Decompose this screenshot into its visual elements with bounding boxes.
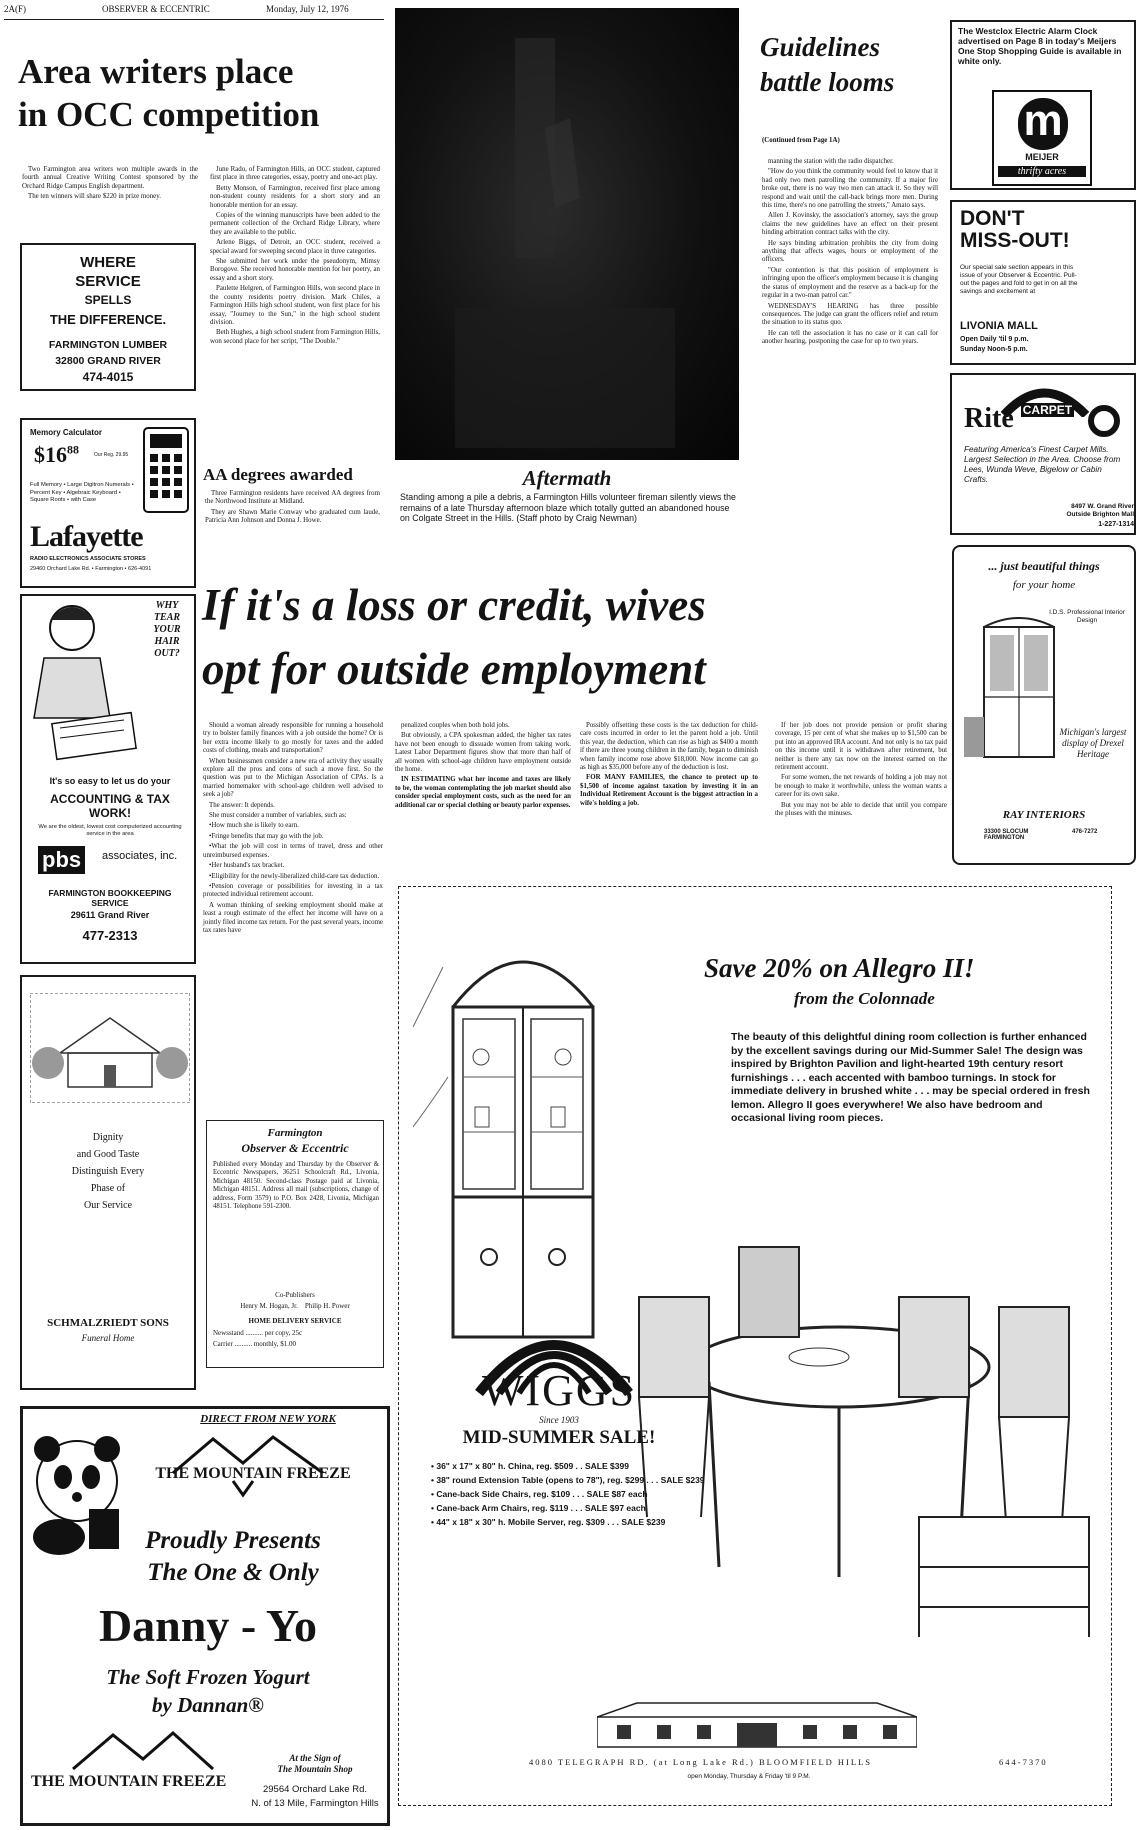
- pbs-phone: 477-2313: [82, 928, 138, 943]
- photo-texture: [395, 8, 739, 460]
- pbs-question: [138, 600, 196, 660]
- schm-name: SCHMALZRIEDT SONS: [47, 1317, 169, 1329]
- funeral-home-illustration: [30, 993, 190, 1103]
- rite-phone: 1-227-1314: [1098, 521, 1134, 528]
- main-headline-line2: opt for outside employment: [202, 644, 706, 694]
- schm-line: Our Service: [83, 1200, 133, 1211]
- occ-paragraph: The ten winners will share $220 in prize money.: [28, 193, 161, 201]
- schm-line: Dignity: [92, 1132, 124, 1143]
- lafayette-sub: RADIO ELECTRONICS ASSOCIATE STORES: [30, 556, 146, 562]
- occ-headline: [18, 50, 388, 136]
- sale-item: • 44" x 18" x 30" h. Mobile Server, reg. $309 . . . SALE $239: [431, 1517, 666, 1527]
- wiggs-logo: WIGGS: [481, 1366, 637, 1415]
- occ-column-1: [22, 166, 198, 204]
- main-paragraph: If her job does not provide pension or profit sharing coverage, 15 per cent of what she makes up to $1,500 can be put into an approved IRA account. And not only is no tax paid on this income until it is withdrawn after retirement, but neither is there any tax now on the interest earned on the retirement account.: [775, 722, 947, 772]
- occ-paragraph: She submitted her work under the pseudonym, Mimsy Borogove. She received honorable mention for her poetry, an essay and a short story.: [210, 258, 380, 282]
- meijer-text: The Westclox Electric Alarm Clock advertised on Page 8 in today's Meijers One Stop Shopping Guide is available in white only.: [958, 26, 1122, 66]
- sale-item: • Cane-back Arm Chairs, reg. $119 . . . SALE $97 each: [431, 1503, 646, 1513]
- occ-column-2: [210, 166, 380, 348]
- sale-item: • Cane-back Side Chairs, reg. $109 . . . SALE $87 each: [431, 1489, 648, 1499]
- price-dollars: $16: [34, 442, 67, 467]
- wiggs-address: 4080 TELEGRAPH RD. (at Long Lake Rd.) BLOOMFIELD HILLS: [529, 1757, 872, 1767]
- occ-headline-line1: Area writers place: [18, 52, 294, 91]
- ray-line4: Michigan's largest display of Drexel Heritage: [1059, 727, 1127, 759]
- main-paragraph: •What the job will cost in terms of travel, dress and other unreimbursed expenses.: [203, 843, 383, 859]
- news-photo: [395, 8, 739, 460]
- meijer-tag: thrifty acres: [998, 166, 1086, 177]
- guide-paragraph: He can tell the association it has no case or it can call for another hearing, postponing the case for up to two years.: [762, 329, 938, 346]
- header-rule: [4, 19, 384, 20]
- pbs-address: 29611 Grand River: [70, 910, 150, 920]
- frustrated-man-illustration: [24, 598, 144, 768]
- occ-paragraph: Two Farmington area writers won multiple awards in the fourth annual Creative Writing Contest sponsored by the Orchard Ridge Campus English department.: [22, 166, 198, 190]
- page-folio: [4, 4, 374, 18]
- main-paragraph: FOR MANY FAMILIES, the chance to protect up to $1,500 of income against taxation by investing it in an Individual Retirement Account is the biggest attraction in a wife's holding a job.: [580, 774, 758, 807]
- mall-hours-2: Sunday Noon-5 p.m.: [960, 346, 1028, 353]
- lumber-slogan-line: SPELLS: [84, 293, 132, 307]
- pbs-line3: We are the oldest, lowest cost computerized accounting service in the area: [38, 824, 182, 837]
- freeze-sign-line: The Mountain Shop: [277, 1764, 353, 1774]
- main-paragraph: She must consider a number of variables, such as:: [209, 812, 347, 820]
- freeze-one-only: The One & Only: [147, 1559, 319, 1586]
- freeze-address-line: 29564 Orchard Lake Rd.: [262, 1784, 368, 1795]
- lafayette-features: Full Memory • Large Digitron Numerals • Percent Key • Algebraic Keyboard • Square Roots • with Case: [30, 482, 134, 504]
- lumber-ad: [20, 243, 196, 391]
- sale-item-text: 36" x 17" x 80" h. China, reg. $509 . . SALE $399: [436, 1461, 629, 1471]
- photo-caption-title: Aftermath: [522, 466, 612, 490]
- lumber-phone: 474-4015: [82, 370, 134, 384]
- lafayette-price: [34, 442, 79, 468]
- issue-date: Monday, July 12, 1976: [266, 4, 349, 14]
- lafayette-title: Memory Calculator: [30, 428, 103, 437]
- main-paragraph: For some women, the net rewards of holding a job may not be enough to make it worthwhile, unless the woman wants a career for its own sake.: [775, 774, 947, 799]
- lumber-address: 32800 GRAND RIVER: [55, 355, 161, 367]
- rite-carpet-ad: [950, 373, 1136, 535]
- masthead-newsstand: Newsstand .......... per copy, 25c: [213, 1329, 303, 1337]
- rite-logo-carpet: CARPET: [1022, 403, 1073, 417]
- calculator-icon: [142, 426, 192, 516]
- mountain-freeze-ad: [20, 1406, 390, 1826]
- dontmiss-title-line2: MISS-OUT!: [960, 229, 1070, 252]
- wiggs-items: [431, 1459, 831, 1529]
- main-column-4: [775, 722, 947, 820]
- ray-line3: I.D.S. Professional Interior Design: [1049, 609, 1125, 624]
- pbs-q-line: OUT?: [154, 648, 180, 659]
- dontmiss-title-line1: DON'T: [960, 207, 1025, 230]
- pbs-name: FARMINGTON BOOKKEEPING SERVICE: [48, 888, 172, 908]
- pbs-q-line: HAIR: [154, 636, 180, 647]
- main-paragraph: But you may not be able to decide that until you compare the pluses with the minuses.: [775, 801, 947, 818]
- freeze-address-line: N. of 13 Mile, Farmington Hills: [251, 1798, 379, 1809]
- freeze-brand-top: THE MOUNTAIN FREEZE: [155, 1465, 351, 1482]
- guide-continued: (Continued from Page 1A): [762, 137, 840, 144]
- schm-sub: Funeral Home: [81, 1333, 135, 1343]
- guide-paragraph: Allen J. Kovinsky, the association's attorney, says the group claims the new guidelines have an effect on their present binding arbitration contract talks with the city.: [762, 212, 938, 237]
- pbs-line2: ACCOUNTING & TAX WORK!: [50, 792, 170, 820]
- main-paragraph: A woman thinking of seeking employment should make at least a rough estimate of the effect her income will have on a jointly filed income tax return. For the past several years, income tax rates have: [203, 901, 383, 934]
- paper-name: OBSERVER & ECCENTRIC: [102, 4, 210, 14]
- lafayette-address: 29460 Orchard Lake Rd. • Farmington • 626-4091: [30, 566, 152, 572]
- main-headline-line1: If it's a loss or credit, wives: [202, 580, 706, 630]
- pbs-q-line: YOUR: [153, 624, 181, 635]
- guide-paragraph: He says binding arbitration prohibits the city from doing anything that affects wages, hours or employment of the officers.: [762, 239, 938, 264]
- pbs-q-line: WHY: [155, 600, 179, 611]
- sale-item-text: Cane-back Arm Chairs, reg. $119 . . . SALE $97 each: [436, 1503, 646, 1513]
- freeze-danny-yo: Danny - Yo: [98, 1600, 318, 1651]
- freeze-dannan: by Dannan®: [152, 1693, 264, 1717]
- mountain-logo-bottom-icon: [63, 1729, 223, 1779]
- ray-phone: 476-7272: [1072, 829, 1098, 835]
- lafayette-logo: Lafayette: [30, 520, 143, 553]
- masthead-box: [206, 1120, 384, 1368]
- main-column-2: [395, 722, 571, 812]
- freeze-soft: The Soft Frozen Yogurt: [106, 1665, 310, 1689]
- lumber-slogan-line: SERVICE: [75, 273, 141, 290]
- wiggs-body: The beauty of this delightful dining room collection is further enhanced by the excellent savings during our Mid-Summer Sale! The design was inspired by Brighton Pavilion and light-hearted 19th century resort furnishings . . . each accented with bamboo turnings. In stock for immediate delivery in brushed white . . . may be special ordered in fresh lemon. Allegro II goes everywhere! We also have bedroom and occasional living room pieces.: [731, 1031, 1090, 1124]
- ray-address: 33300 SLOCUM FARMINGTON: [984, 829, 1029, 841]
- guide-paragraph: manning the station with the radio dispatcher.: [768, 158, 894, 165]
- main-paragraph: IN ESTIMATING what her income and taxes are likely to be, the woman contemplating the job market should also consider special employment costs, such as the need for an additional car or special clothing or beauty parlor expenses.: [395, 776, 571, 809]
- lafayette-ad: [20, 418, 196, 588]
- main-paragraph: When businessmen consider a new era of activity they usually explore all the pros and cons of such a move first. So the question was put to the Michigan Association of CPAs. Is a married homemaker with school-age children well advised to seek a job?: [203, 757, 383, 799]
- guide-headline: [760, 30, 945, 100]
- guide-headline-line1: Guidelines: [760, 32, 881, 62]
- freeze-address: [245, 1783, 385, 1811]
- dontmiss-title: [960, 208, 1070, 252]
- freeze-sign-line: At the Sign of: [289, 1753, 341, 1763]
- freeze-brand-bottom: THE MOUNTAIN FREEZE: [31, 1773, 227, 1790]
- aa-body: [205, 490, 380, 528]
- schm-line: and Good Taste: [76, 1149, 140, 1160]
- schm-line: Distinguish Every: [71, 1166, 145, 1177]
- pbs-line1: It's so easy to let us do your: [49, 776, 171, 786]
- rite-logo: [964, 403, 1074, 435]
- main-paragraph: •Pension coverage or possibilities for investing in a tax protected individual retirement account.: [203, 882, 383, 899]
- occ-paragraph: Arlene Biggs, of Detroit, an OCC student, received a special award for sweeping second place in three categories.: [210, 239, 380, 255]
- price-cents: 88: [67, 442, 79, 457]
- guide-paragraph: "Our contention is that this position of employment is infringing upon the officer's employment because it is changing the status of employment and the reserve as a back-up for the regular in a two-man patrol car.": [762, 266, 938, 300]
- occ-paragraph: Betty Monson, of Farmington, received first place among non-student county residents for a short story and an honorable mention for an essay.: [210, 184, 380, 209]
- schm-slogan: [22, 1129, 194, 1214]
- main-paragraph: •How much she is likely to earn.: [209, 822, 299, 830]
- page-number: 2A(F): [4, 4, 26, 14]
- sale-item-text: 38" round Extension Table (opens to 78"), reg. $299 . . . SALE $239: [436, 1475, 705, 1485]
- sale-item-text: Cane-back Side Chairs, reg. $109 . . . SALE $87 each: [436, 1489, 648, 1499]
- meijer-brand: MEIJER: [1025, 152, 1059, 162]
- pbs-q-line: TEAR: [153, 612, 181, 623]
- pbs-associates: associates, inc.: [102, 850, 178, 862]
- main-paragraph: But obviously, a CPA spokesman added, the higher tax rates have not been enough to dissuade women from taking work. Latest Labor Department figures show that more than half of all women with school-age children have employment outside the home.: [395, 732, 571, 774]
- occ-paragraph: Beth Hughes, a high school student from Farmington Hills, won second place for her script, "The Double.": [210, 329, 380, 345]
- freeze-sign: [245, 1753, 385, 1775]
- freeze-top: DIRECT FROM NEW YORK: [200, 1413, 336, 1425]
- main-paragraph: Should a woman already responsible for running a household try to bolster family finances with a job outside the home? Or is her extra income likely to go mostly for taxes and the added costs of clothing, meals and transportation?: [203, 722, 383, 755]
- main-paragraph: •Her husband's tax bracket.: [209, 862, 285, 870]
- rite-logo-word: Rite: [964, 403, 1014, 434]
- masthead-body: Published every Monday and Thursday by the Observer & Eccentric Newspapers, 36251 Schoolcraft Rd., Livonia, Michigan 48150. Second-class Postage paid at Livonia, Michigan 48151. Address all mail (subscriptions, change of address, Form 3579) to P.O. Box 2428, Livonia, Michigan 48151. Telephone 591-2300.: [213, 1161, 379, 1211]
- wiggs-hours: open Monday, Thursday & Friday 'til 9 P.M.: [687, 1773, 811, 1780]
- wiggs-title: Save 20% on Allegro II!: [704, 953, 975, 983]
- wiggs-subtitle: from the Colonnade: [794, 989, 935, 1008]
- occ-paragraph: Copies of the winning manuscripts have been added to the permanent collection of the Orchard Ridge Library, where they are available to the public.: [210, 212, 380, 236]
- wiggs-phone: 644-7370: [999, 1757, 1048, 1767]
- occ-paragraph: Paulette Helgren, of Farmington Hills, won second place in the county residents poetry division. Mark Chiles, a Farmington Hills high school student, won first place for his essay, "Journey to the Sun," in the high school student division.: [210, 285, 380, 326]
- lumber-slogan: [22, 253, 194, 329]
- main-paragraph: •Eligibility for the newly-liberalized child-care tax deduction.: [209, 872, 380, 880]
- main-paragraph: The answer: It depends.: [209, 801, 275, 809]
- lafayette-reg: Our Reg. 29.95: [94, 452, 129, 458]
- dontmiss-body: Our special sale section appears in this issue of your Observer & Eccentric. Pull-out the pages and fold to get in on all the savings and excitement at: [960, 264, 1078, 295]
- mall-hours-1: Open Daily 'til 9 p.m.: [960, 336, 1029, 343]
- main-paragraph: penalized couples when both hold jobs.: [401, 722, 510, 729]
- mall-name: LIVONIA MALL: [960, 320, 1038, 332]
- ray-line1: ... just beautiful things: [988, 559, 1100, 573]
- masthead-delivery: HOME DELIVERY SERVICE: [248, 1317, 342, 1325]
- meijer-m-icon: m: [1018, 98, 1068, 150]
- guide-paragraph: "How do you think the community would feel to know that it had only two men patrolling the community. If a major fire broke out, there is no way two men can attack it. So they will respond and wait until the call-back brings more men. During this time, there's no one patrolling the streets," Amato says.: [762, 168, 938, 210]
- main-paragraph: •Fringe benefits that may go with the job.: [209, 832, 324, 840]
- dontmiss-ad: [950, 200, 1136, 365]
- lumber-slogan-line: THE DIFFERENCE.: [49, 312, 167, 327]
- main-paragraph: Possibly offsetting these costs is the tax deduction for child-care costs incurred in order to let the parent hold a job. Until this year, the deduction, which can rise as high as $400 a month if there are three young children in the family, began to diminish when family income rose above $18,000. Now income can go as high as $35,000 before any of the deduction is lost.: [580, 722, 758, 772]
- sale-item: • 36" x 17" x 80" h. China, reg. $509 . . SALE $399: [431, 1461, 629, 1471]
- ray-interiors-ad: [952, 545, 1136, 865]
- meijer-ad: [950, 20, 1136, 190]
- guide-headline-line2: battle looms: [760, 67, 895, 97]
- rite-ring-icon: [1088, 405, 1120, 437]
- wiggs-since: Since 1903: [539, 1415, 579, 1425]
- lumber-name: FARMINGTON LUMBER: [48, 339, 168, 351]
- masthead-title-2: Observer & Eccentric: [241, 1141, 349, 1155]
- storefront-illustration: [597, 1699, 917, 1749]
- main-column-3: [580, 722, 758, 810]
- wiggs-sale: MID-SUMMER SALE!: [462, 1427, 656, 1448]
- photo-caption: Standing among a pile a debris, a Farmington Hills volunteer fireman silently views the remains of a late Thursday afternoon blaze which totally gutted an abandoned house on Colgate Street in the Hills. (Staff photo by Craig Newman): [400, 492, 736, 524]
- rite-body: Featuring America's Finest Carpet Mills. Largest Selection in the Area. Choose from Lees, Wunda Weve, Bigelow or Cabin Crafts.: [964, 445, 1121, 484]
- masthead-title-1: Farmington: [267, 1127, 323, 1139]
- dining-set-illustration: [619, 1187, 1099, 1647]
- china-cabinet-illustration: [413, 927, 633, 1367]
- aa-paragraph: Three Farmington residents have received AA degrees from the Northwood Institute at Midland.: [205, 490, 380, 506]
- pbs-ad: [20, 594, 196, 964]
- schmalzriedt-ad: [20, 975, 196, 1390]
- guide-paragraph: WEDNESDAY'S HEARING has three possible consequences. The judge can grant the officers relief and return the situation to its status quo.: [762, 302, 938, 327]
- ray-name: RAY INTERIORS: [1002, 809, 1086, 821]
- occ-headline-line2: in OCC competition: [18, 95, 320, 134]
- main-column-1: [203, 722, 383, 937]
- pbs-logo: pbs: [38, 846, 85, 874]
- occ-paragraph: June Rado, of Farmington Hills, an OCC student, captured first place in three categories, essay, poetry and one-act play.: [210, 166, 380, 182]
- wiggs-ad: [398, 886, 1112, 1806]
- sale-item-text: 44" x 18" x 30" h. Mobile Server, reg. $309 . . . SALE $239: [436, 1517, 666, 1527]
- rite-address: 8497 W. Grand River Outside Brighton Mall: [1066, 503, 1134, 518]
- freeze-presents: Proudly Presents: [145, 1527, 321, 1554]
- sale-item: • 38" round Extension Table (opens to 78"), reg. $299 . . . SALE $239: [431, 1475, 705, 1485]
- masthead-publishers: Henry M. Hogan, Jr. Philip H. Power: [240, 1302, 350, 1310]
- aa-headline: AA degrees awarded: [203, 465, 353, 484]
- masthead-carrier: Carrier .......... monthly, $1.00: [213, 1340, 296, 1348]
- lumber-slogan-line: WHERE: [80, 254, 136, 271]
- guide-body: [762, 158, 938, 349]
- meijer-logo: [992, 90, 1092, 186]
- masthead-copub: Co-Publishers: [275, 1291, 315, 1299]
- ray-line2: for your home: [1012, 579, 1076, 591]
- aa-paragraph: They are Shawn Marie Conway who graduated cum laude, Patricia Ann Johnson and Donna J. Howe.: [205, 508, 380, 525]
- schm-line: Phase of: [90, 1183, 126, 1194]
